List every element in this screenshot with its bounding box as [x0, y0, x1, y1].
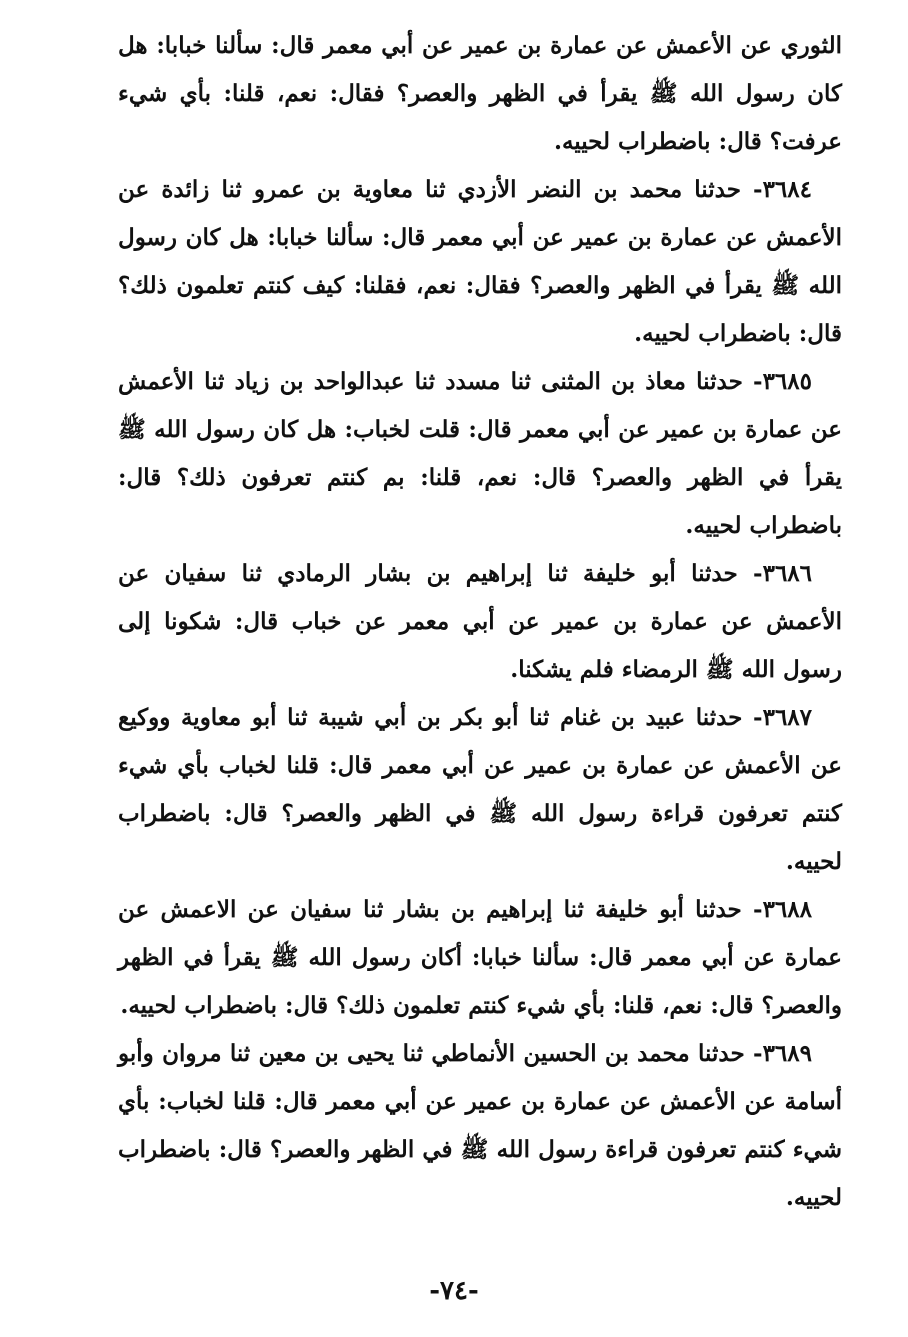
hadith-number: ٣٦٨٤-: [753, 176, 812, 203]
hadith-3685: [118, 358, 842, 550]
hadith-number: ٣٦٨٦-: [753, 560, 813, 587]
hadith-number: ٣٦٨٨-: [753, 896, 812, 923]
hadith-3684: [118, 166, 842, 358]
paragraph-text: حدثنا معاذ بن المثنى ثنا مسدد ثنا عبدالواحد بن زياد ثنا الأعمش عن عمارة بن عمير عن أبي معمر قال: قلت لخباب: هل كان رسول الله ﷺ يقرأ في الظهر والعصر؟ قال: نعم، قلنا: بم كنتم تعرفون ذلك؟ قال: باضطراب لحييه.: [118, 368, 843, 539]
hadith-3686: [118, 550, 842, 694]
hadith-3688: [118, 886, 842, 1030]
paragraph-text: الثوري عن الأعمش عن عمارة بن عمير عن أبي معمر قال: سألنا خبابا: هل كان رسول الله ﷺ يقرأ في الظهر والعصر؟ فقال: نعم، قلنا: بأي شيء عرفت؟ قال: باضطراب لحييه.: [118, 32, 842, 155]
paragraph-text: حدثنا محمد بن الحسين الأنماطي ثنا يحيى بن معين ثنا مروان وأبو أسامة عن الأعمش عن عمارة بن عمير عن أبي معمر قال: قلنا لخباب: بأي شيء كنتم تعرفون قراءة رسول الله ﷺ في الظهر والعصر؟ قال: باضطراب لحييه.: [118, 1040, 842, 1211]
hadith-number: ٣٦٨٩-: [753, 1040, 812, 1067]
page-body: [118, 22, 842, 1222]
hadith-number: ٣٦٨٧-: [753, 704, 813, 731]
hadith-number: ٣٦٨٥-: [753, 368, 812, 395]
paragraph-continuation: [118, 22, 842, 166]
paragraph-text: حدثنا عبيد بن غنام ثنا أبو بكر بن أبي شيبة ثنا أبو معاوية ووكيع عن الأعمش عن عمارة بن عمير عن أبي معمر قال: قلنا لخباب بأي شيء كنتم تعرفون قراءة رسول الله ﷺ في الظهر والعصر؟ قال: باضطراب لحييه.: [118, 704, 842, 875]
hadith-3687: [118, 694, 842, 886]
page-number: -٧٤-: [429, 1276, 479, 1306]
paragraph-text: حدثنا محمد بن النضر الأزدي ثنا معاوية بن عمرو ثنا زائدة عن الأعمش عن عمارة بن عمير عن أبي معمر قال: سألنا خبابا: هل كان رسول الله ﷺ يقرأ في الظهر والعصر؟ فقال: نعم، فقلنا: كيف كنتم تعلمون ذلك؟ قال: باضطراب لحييه.: [118, 176, 842, 347]
paragraph-text: حدثنا أبو خليفة ثنا إبراهيم بن بشار ثنا سفيان عن الاعمش عن عمارة عن أبي معمر قال: سألنا خبابا: أكان رسول الله ﷺ يقرأ في الظهر والعصر؟ قال: نعم، قلنا: بأي شيء كنتم تعلمون ذلك؟ قال: باضطراب لحييه.: [118, 896, 842, 1019]
paragraph-text: حدثنا أبو خليفة ثنا إبراهيم بن بشار الرمادي ثنا سفيان عن الأعمش عن عمارة بن عمير عن أبي معمر عن خباب قال: شكونا إلى رسول الله ﷺ الرمضاء فلم يشكنا.: [118, 560, 842, 683]
hadith-3689: [118, 1030, 842, 1222]
